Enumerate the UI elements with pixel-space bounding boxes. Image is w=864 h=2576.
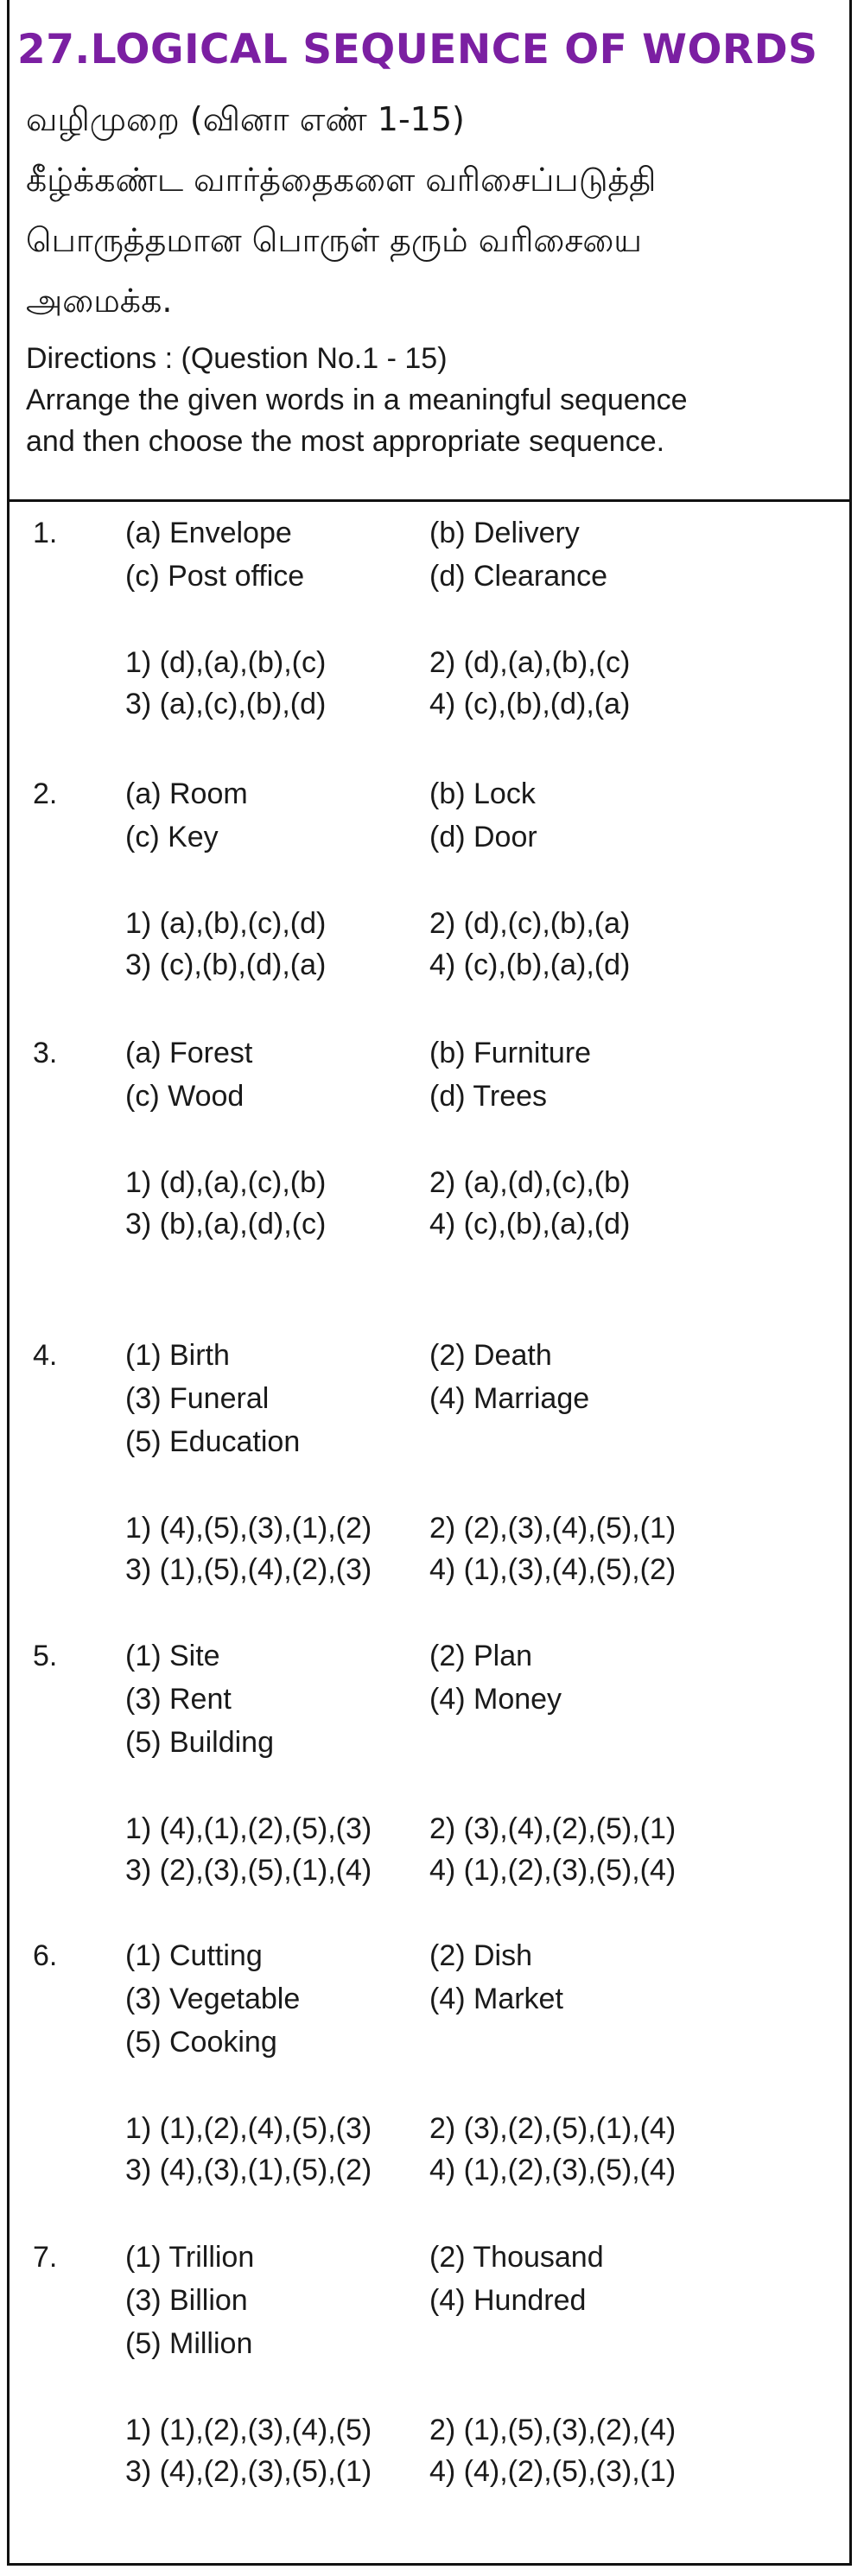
question-number: 1. — [33, 517, 58, 549]
word-option: (4) Marriage — [429, 1382, 590, 1415]
answer-option: 4) (1),(3),(4),(5),(2) — [429, 1553, 677, 1586]
word-option: (b) Lock — [429, 777, 536, 810]
word-option: (2) Thousand — [429, 2241, 604, 2274]
word-option: (5) Million — [125, 2327, 253, 2360]
word-option: (b) Delivery — [429, 517, 580, 549]
word-option: (d) Door — [429, 821, 537, 853]
word-option: (3) Billion — [125, 2284, 248, 2317]
word-option: (5) Building — [125, 1726, 274, 1759]
answer-option: 4) (c),(b),(d),(a) — [429, 688, 631, 720]
word-option: (a) Forest — [125, 1037, 253, 1069]
answer-option: 2) (a),(d),(c),(b) — [429, 1166, 631, 1199]
word-option: (3) Funeral — [125, 1382, 270, 1415]
answer-option: 1) (a),(b),(c),(d) — [125, 907, 327, 940]
answer-option: 3) (2),(3),(5),(1),(4) — [125, 1854, 372, 1887]
answer-option: 3) (1),(5),(4),(2),(3) — [125, 1553, 372, 1586]
word-option: (1) Trillion — [125, 2241, 255, 2274]
word-option: (d) Trees — [429, 1080, 548, 1113]
answer-option: 2) (2),(3),(4),(5),(1) — [429, 1512, 677, 1545]
word-option: (5) Cooking — [125, 2026, 277, 2059]
answer-option: 2) (3),(2),(5),(1),(4) — [429, 2112, 677, 2145]
answer-option: 1) (d),(a),(b),(c) — [125, 646, 327, 679]
word-option: (a) Envelope — [125, 517, 292, 549]
tamil-instruction-line: பொருத்தமான பொருள் தரும் வரிசையை — [26, 221, 642, 259]
answer-option: 2) (1),(5),(3),(2),(4) — [429, 2414, 677, 2446]
word-option: (2) Plan — [429, 1640, 533, 1672]
word-option: (b) Furniture — [429, 1037, 592, 1069]
word-option: (5) Education — [125, 1425, 301, 1458]
word-option: (4) Market — [429, 1983, 563, 2015]
answer-option: 4) (4),(2),(5),(3),(1) — [429, 2455, 677, 2488]
question-number: 7. — [33, 2241, 58, 2274]
directions-text: Arrange the given words in a meaningful sequence — [26, 384, 688, 416]
question-number: 4. — [33, 1339, 58, 1372]
word-option: (c) Key — [125, 821, 219, 853]
word-option: (1) Birth — [125, 1339, 230, 1372]
word-option: (c) Wood — [125, 1080, 245, 1113]
answer-option: 4) (c),(b),(a),(d) — [429, 1208, 631, 1240]
answer-option: 1) (1),(2),(4),(5),(3) — [125, 2112, 372, 2145]
answer-option: 3) (a),(c),(b),(d) — [125, 688, 327, 720]
word-option: (2) Death — [429, 1339, 552, 1372]
word-option: (1) Cutting — [125, 1939, 263, 1972]
word-option: (3) Rent — [125, 1683, 232, 1716]
directions-heading: Directions : (Question No.1 - 15) — [26, 342, 448, 375]
question-number: 2. — [33, 777, 58, 810]
question-number: 5. — [33, 1640, 58, 1672]
question-number: 3. — [33, 1037, 58, 1069]
answer-option: 2) (d),(c),(b),(a) — [429, 907, 631, 940]
word-option: (a) Room — [125, 777, 248, 810]
word-option: (2) Dish — [429, 1939, 533, 1972]
tamil-instruction-line: கீழ்க்கண்ட வார்த்தைகளை வரிசைப்படுத்தி — [26, 161, 657, 199]
answer-option: 3) (b),(a),(d),(c) — [125, 1208, 327, 1240]
answer-option: 4) (c),(b),(a),(d) — [429, 949, 631, 981]
page-title: 27.LOGICAL SEQUENCE OF WORDS — [17, 26, 818, 73]
answer-option: 1) (4),(5),(3),(1),(2) — [125, 1512, 372, 1545]
answer-option: 4) (1),(2),(3),(5),(4) — [429, 2154, 677, 2186]
answer-option: 4) (1),(2),(3),(5),(4) — [429, 1854, 677, 1887]
word-option: (c) Post office — [125, 560, 305, 593]
word-option: (3) Vegetable — [125, 1983, 301, 2015]
directions-text: and then choose the most appropriate sequence. — [26, 425, 665, 458]
answer-option: 1) (1),(2),(3),(4),(5) — [125, 2414, 372, 2446]
answer-option: 2) (3),(4),(2),(5),(1) — [429, 1812, 677, 1845]
word-option: (4) Hundred — [429, 2284, 587, 2317]
tamil-instruction-line: அமைக்க. — [26, 282, 173, 320]
answer-option: 3) (c),(b),(d),(a) — [125, 949, 327, 981]
word-option: (4) Money — [429, 1683, 562, 1716]
word-option: (d) Clearance — [429, 560, 607, 593]
header-divider — [7, 499, 852, 502]
answer-option: 3) (4),(2),(3),(5),(1) — [125, 2455, 372, 2488]
answer-option: 3) (4),(3),(1),(5),(2) — [125, 2154, 372, 2186]
answer-option: 2) (d),(a),(b),(c) — [429, 646, 631, 679]
answer-option: 1) (4),(1),(2),(5),(3) — [125, 1812, 372, 1845]
answer-option: 1) (d),(a),(c),(b) — [125, 1166, 327, 1199]
word-option: (1) Site — [125, 1640, 220, 1672]
question-number: 6. — [33, 1939, 58, 1972]
tamil-instruction-heading: வழிமுறை (வினா எண் 1-15) — [26, 100, 465, 138]
